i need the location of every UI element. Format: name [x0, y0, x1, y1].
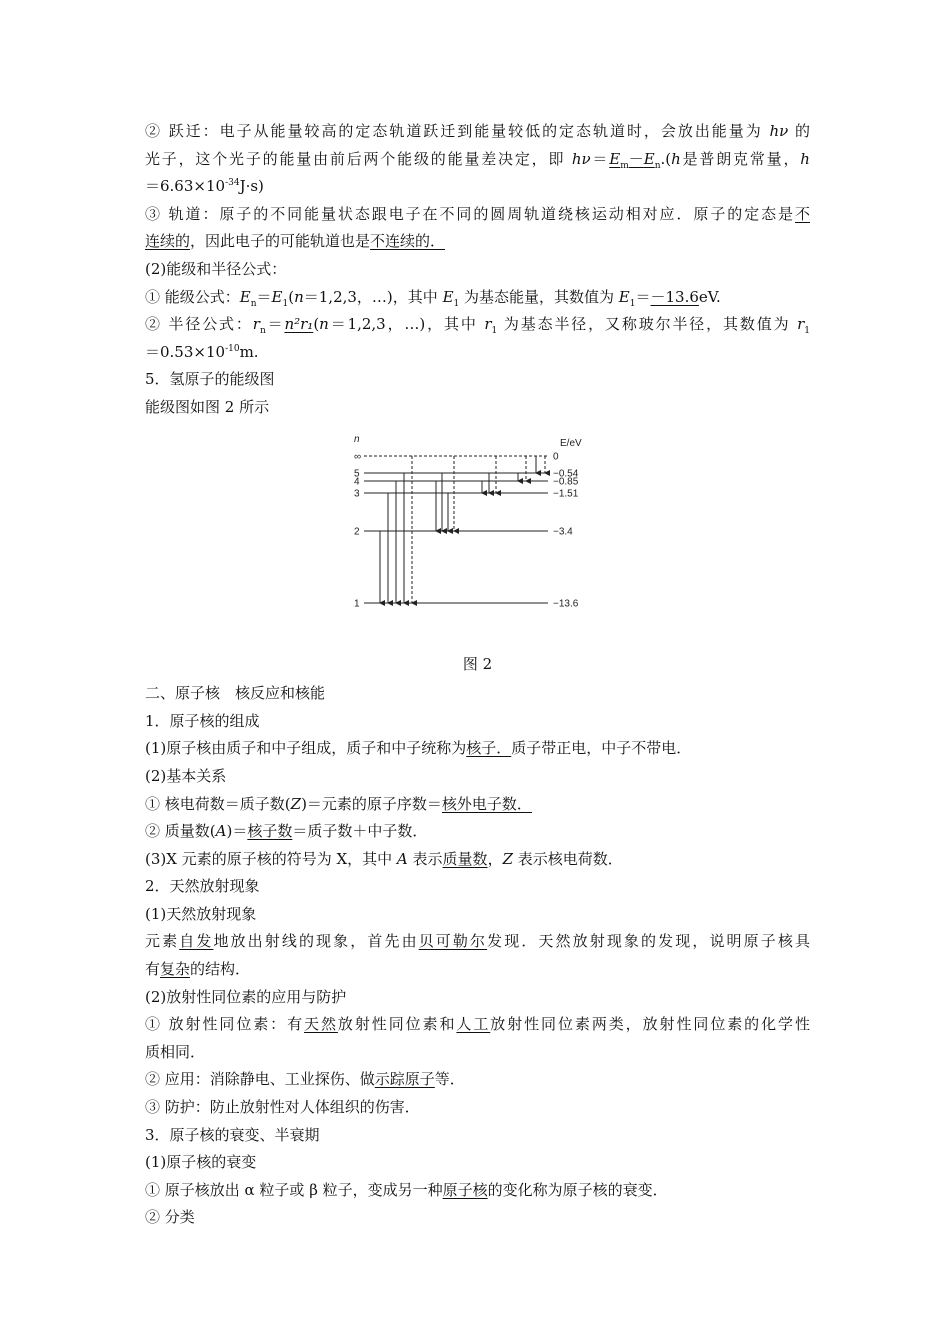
level-energy-label: −0.54 [553, 468, 579, 480]
subscript: 1 [491, 326, 498, 337]
paragraph-isotopes-1 [145, 1011, 810, 1039]
exponent: -10 [225, 343, 240, 354]
level-n-label: 4 [354, 476, 360, 488]
text: ＝质子数＋中子数． [292, 822, 428, 841]
subscript: 1 [453, 298, 460, 309]
paragraph-energy-formula [145, 284, 810, 312]
level-energy-label: −0.85 [553, 476, 579, 488]
paragraph-radioactivity-1 [145, 928, 810, 956]
text: ＝ [635, 287, 651, 306]
text: m. [239, 342, 259, 361]
paragraph-nucleons [145, 735, 810, 763]
symbol-n: n [294, 287, 304, 306]
subheading-composition: 1．原子核的组成 [145, 711, 260, 730]
text: ＝0.53×10 [145, 342, 226, 361]
text: ① 原子核放出 α 粒子或 β 粒子，变成另一种 [145, 1180, 443, 1199]
symbol-E: E [618, 287, 630, 306]
symbol-r: r [484, 315, 492, 334]
paragraph-radius-formula [145, 311, 810, 339]
section-heading-nucleus: 二、原子核 核反应和核能 [145, 684, 326, 703]
level-n-label: 3 [354, 488, 360, 500]
level-energy-label: 0 [553, 451, 559, 463]
symbol-Z: Z [502, 849, 514, 868]
text: ③ 轨道：原子的不同能量状态跟电子在不同的圆周轨道绕核运动相对应．原子的定态是 [145, 204, 795, 223]
underlined-answer: 自发 [179, 932, 214, 951]
symbol-r: r [252, 315, 260, 334]
paragraph-transition-1 [145, 118, 810, 146]
level-energy-label: −3.4 [553, 526, 573, 538]
text: ② 应用：消除静电、工业探伤、做 [145, 1070, 375, 1089]
subheading-nuclear-decay: (1)原子核的衰变 [145, 1153, 257, 1172]
subscript: n [654, 160, 661, 171]
subscript: m [620, 160, 629, 171]
text: ＝6.63×10 [145, 177, 226, 196]
text: ② 质量数( [145, 822, 216, 841]
level-n-label: ∞ [354, 451, 362, 463]
document-page [145, 118, 810, 1232]
symbol-E: E [609, 149, 621, 168]
paragraph-bohr-radius [145, 339, 810, 367]
text: (1)原子核由质子和中子组成，质子和中子统称为 [145, 739, 467, 758]
text: 光子，这个光子的能量由前后两个能级的能量差决定，即 [145, 149, 572, 168]
text: 表示核电荷数． [513, 849, 623, 868]
subscript: n [259, 326, 266, 337]
paragraph-orbit-1 [145, 201, 810, 229]
text: 放射性同位素两类，放射性同位素的化学性 [490, 1015, 810, 1034]
text: 等． [434, 1070, 465, 1089]
symbol-Z: Z [290, 794, 302, 813]
paragraph-radioactivity-2 [145, 956, 810, 984]
text: 元素 [145, 932, 180, 951]
subscript: 1 [629, 298, 636, 309]
subheading-natural-radioactivity: (1)天然放射现象 [145, 904, 257, 923]
text: 地放出射线的现象，首先由 [213, 932, 419, 951]
underlined-answer: 质量数 [442, 849, 488, 868]
underlined-answer: 连续的 [145, 232, 191, 251]
text: ＝ [265, 315, 285, 334]
subscript: n [250, 298, 257, 309]
energy-level-diagram [145, 432, 810, 647]
text: ① 能级公式： [145, 287, 240, 306]
symbol-n: n [319, 315, 329, 334]
text: (3)X 元素的原子核的符号为 X，其中 [145, 849, 397, 868]
text: 是普朗克常量， [680, 149, 801, 168]
text: ＝ [256, 287, 272, 306]
text: － [628, 149, 644, 168]
text: 为基态半径，又称玻尔半径，其数值为 [497, 315, 798, 334]
underlined-answer: 原子核 [442, 1180, 488, 1199]
paragraph-planck-value [145, 173, 810, 201]
underlined-answer: 不连续的． [370, 232, 446, 251]
text: ① 放射性同位素：有 [145, 1015, 305, 1034]
text: 的变化称为原子核的衰变． [487, 1180, 668, 1199]
subheading-radioactivity: 2．天然放射现象 [145, 877, 260, 896]
text: )＝元素的原子序数＝ [301, 794, 442, 813]
paragraph-protection: ③ 防护：防止放射性对人体组织的伤害． [145, 1098, 420, 1117]
paragraph-diagram-intro: 能级图如图 2 所示 [145, 397, 270, 416]
paragraph-classification: ② 分类 [145, 1208, 195, 1227]
transition-arrows [380, 456, 545, 603]
paragraph-applications [145, 1066, 810, 1094]
heading-energy-diagram: 5．氢原子的能级图 [145, 370, 275, 389]
paragraph-nucleus-symbol [145, 846, 810, 874]
text: 的 [788, 122, 810, 140]
e-axis-label: E/eV [560, 437, 582, 449]
figure-caption: 图 2 [462, 654, 493, 673]
text: 放射性同位素和 [337, 1015, 457, 1034]
paragraph-isotopes-2: 质相同． [145, 1042, 206, 1061]
text: J·s) [239, 177, 264, 196]
underlined-answer: 贝可勒尔 [418, 932, 488, 951]
text: ＝1,2,3，…)，其中 [303, 287, 443, 306]
exponent: -34 [225, 178, 240, 189]
text: ，因此电子的可能轨道也是 [190, 232, 371, 251]
text: 为基态能量，其数值为 [459, 287, 619, 306]
underlined-answer: 核子数 [247, 822, 293, 841]
symbol-E: E [442, 287, 454, 306]
text: ② 跃迁：电子从能量较高的定态轨道跃迁到能量较低的定态轨道时，会放出能量为 [145, 122, 770, 140]
symbol-h: h [671, 149, 681, 168]
symbol-h: h [800, 149, 810, 168]
subheading-isotopes: (2)放射性同位素的应用与防护 [145, 987, 347, 1006]
underlined-answer: 复杂 [160, 960, 191, 979]
level-energy-label: −13.6 [553, 598, 579, 610]
text: 的结构． [190, 960, 251, 979]
heading-formulas: (2)能级和半径公式： [145, 259, 287, 278]
text: ＝1,2,3，…)，其中 [328, 315, 485, 334]
underlined-answer: 核子． [466, 739, 512, 758]
level-n-label: 2 [354, 526, 360, 538]
text: ( [313, 315, 320, 334]
text: ＝ [590, 149, 610, 168]
formula-energy-difference [609, 149, 661, 171]
formula-hv: hν [571, 149, 591, 168]
text: ( [288, 287, 295, 306]
subheading-relations: (2)基本关系 [145, 766, 227, 785]
text: 有 [145, 960, 161, 979]
underlined-answer: 天然 [304, 1015, 338, 1034]
paragraph-mass-number [145, 818, 810, 846]
underlined-answer: 人工 [456, 1015, 491, 1034]
text: ① 核电荷数＝质子数( [145, 794, 291, 813]
symbol-A: A [215, 822, 227, 841]
paragraph-decay-definition [145, 1177, 810, 1205]
text: )＝ [226, 822, 248, 841]
subscript: 1 [282, 298, 289, 309]
level-n-label: 5 [354, 468, 360, 480]
symbol-E: E [643, 149, 655, 168]
text: 发现．天然放射现象的发现，说明原子核具 [487, 932, 810, 951]
text: ， [487, 849, 503, 868]
underlined-answer: 不 [794, 204, 810, 223]
text: ② 半径公式： [145, 315, 253, 334]
underlined-answer: －13.6 [650, 287, 699, 306]
n-axis-label: n [354, 433, 360, 445]
text: 表示 [407, 849, 443, 868]
formula-hv: hν [769, 122, 789, 140]
text: 质子带正电，中子不带电． [511, 739, 692, 758]
symbol-E: E [239, 287, 251, 306]
paragraph-transition-2 [145, 146, 810, 174]
underlined-answer: 示踪原子 [374, 1070, 435, 1089]
energy-level-svg [350, 432, 610, 644]
text: eV. [698, 287, 721, 306]
subscript: 1 [804, 326, 810, 337]
symbol-r: r [797, 315, 805, 334]
level-n-label: 1 [354, 598, 360, 610]
paragraph-charge-number [145, 791, 810, 819]
level-energy-label: −1.51 [553, 488, 579, 500]
text: .( [660, 149, 672, 168]
paragraph-orbit-2 [145, 228, 810, 256]
subheading-decay: 3．原子核的衰变、半衰期 [145, 1125, 320, 1144]
symbol-A: A [396, 849, 408, 868]
underlined-answer: n²r₁ [284, 315, 314, 334]
symbol-E: E [271, 287, 283, 306]
underlined-answer: 核外电子数． [441, 794, 532, 813]
